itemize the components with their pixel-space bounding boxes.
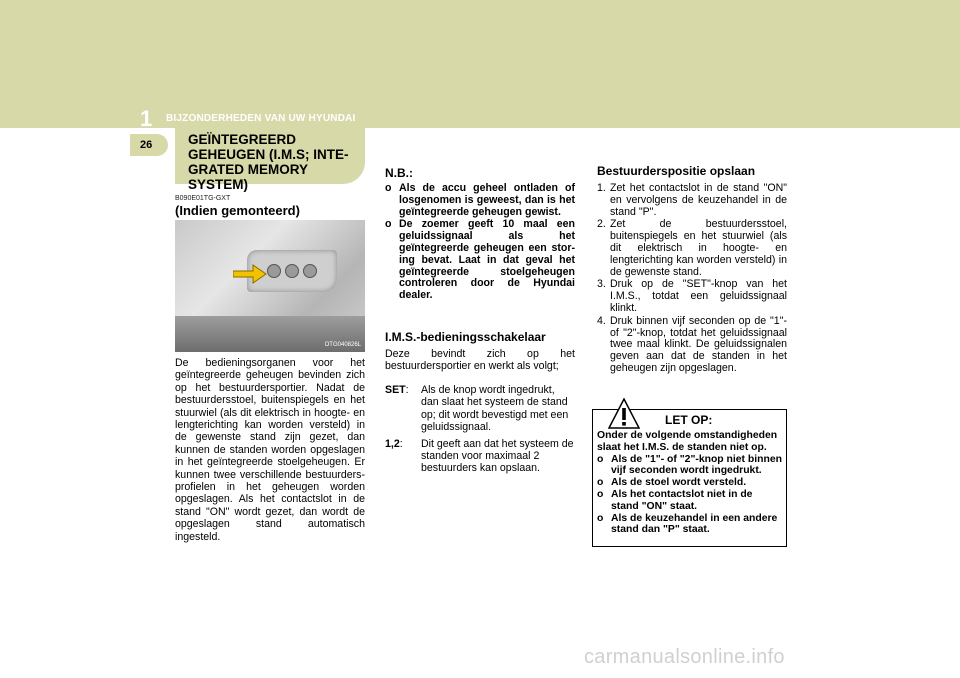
- ims-title: I.M.S.-bedieningsschakelaar: [385, 330, 546, 344]
- warning-bullet: o: [597, 477, 604, 489]
- memory-2-button-image: [303, 264, 317, 278]
- nb-title: N.B.:: [385, 166, 413, 180]
- definition-key: [385, 438, 421, 475]
- store-steps: [597, 183, 787, 376]
- definition-key: [385, 384, 421, 434]
- warning-bullet: o: [597, 453, 604, 465]
- step-item: [597, 183, 787, 218]
- step-item: [597, 316, 787, 375]
- arrow-icon: [233, 263, 267, 285]
- nb-text: Als de accu geheel ontladen of losgenomen is geweest, dan is het geïntegreerde geheugen gewist.: [399, 182, 575, 218]
- section-subtitle: (Indien gemonteerd): [175, 203, 300, 218]
- image-caption: OTG040826L: [324, 342, 361, 348]
- section-code: B090E01TG-GXT: [175, 195, 231, 202]
- warning-bullet: o: [597, 512, 604, 524]
- chapter-title: BIJZONDERHEDEN VAN UW HYUNDAI: [166, 113, 356, 124]
- definition-text: Dit geeft aan dat het systeem de standen voor maximaal 2 bestuurders kan opslaan.: [421, 437, 574, 475]
- warning-text: Als de stoel wordt versteld.: [611, 477, 747, 489]
- step-text: Zet het contactslot in de stand "ON" en vervolgens de keuzehandel in de stand "P".: [610, 182, 787, 218]
- warning-item: [597, 477, 783, 489]
- definition-key-text: 1,2: [385, 437, 400, 450]
- ims-definitions: [385, 384, 575, 479]
- warning-bullet: o: [597, 488, 604, 500]
- step-text: Druk op de "SET"-knop van het I.M.S., totdat een geluidssignaal klinkt.: [610, 278, 787, 314]
- section-title: GEÏNTEGREERD GEHEUGEN (I.M.S; INTE-GRATED MEMORY SYSTEM): [188, 132, 349, 192]
- warning-item: [597, 454, 783, 478]
- ims-intro: Deze bevindt zich op het bestuurdersportier en werkt als volgt;: [385, 348, 575, 373]
- step-number: 3.: [597, 278, 606, 291]
- definition-text: Als de knop wordt ingedrukt, dan slaat het systeem de stand op; dit wordt bevestigd met een geluidssignaal.: [421, 384, 569, 434]
- warning-item: [597, 513, 783, 537]
- definition-row: [385, 438, 575, 475]
- warning-text: Als het contactslot niet in de stand "ON" staat.: [611, 488, 753, 512]
- step-number: 1.: [597, 182, 606, 194]
- warning-text: Als de keuzehandel in een andere stand dan "P" staat.: [611, 512, 778, 536]
- nb-text: De zoemer geeft 10 maal een geluidssignaal als het geïntegreerde geheugen een stor-ing bevat. Laat in dat geval het geïntegreerde stoelgeheugen controleren door de Hyundai dealer.: [399, 218, 575, 302]
- definition-row: [385, 384, 575, 434]
- warning-intro: Onder de volgende omstandigheden slaat het I.M.S. de standen niet op.: [597, 430, 778, 453]
- memory-1-button-image: [285, 264, 299, 278]
- set-button-image: [267, 264, 281, 278]
- warning-text: Als de "1"- of "2"-knop niet binnen vijf seconden wordt ingedrukt.: [611, 453, 782, 477]
- store-title: Bestuurderspositie opslaan: [597, 164, 756, 178]
- watermark-link[interactable]: carmanualsonline.info: [584, 646, 785, 668]
- definition-key-text: SET: [385, 384, 406, 396]
- page-number: 26: [140, 139, 153, 151]
- nb-bullet: o: [385, 182, 392, 194]
- nb-list: [385, 183, 575, 303]
- chapter-number: 1: [140, 106, 153, 131]
- nb-item: [385, 183, 575, 218]
- warning-item: [597, 489, 783, 513]
- definition-sep: :: [399, 437, 403, 450]
- warning-triangle-icon: [608, 398, 640, 430]
- warning-title: LET OP:: [665, 413, 713, 427]
- step-text: Zet de bestuurdersstoel, buitenspiegels en het stuurwiel (als dit elektrisch in hoogte- en lengterichting kan worden versteld) in de gewenste stand.: [610, 218, 787, 278]
- door-switch-photo: [175, 220, 365, 352]
- warning-body: [597, 430, 783, 536]
- step-item: [597, 279, 787, 314]
- section-body: De bedieningsorganen voor het geïntegreerde geheugen bevinden zich op het bestuurdersportier. Nadat de bestuurdersstoel, buitenspiegels en het stuurwiel (als dit elektrisch in hoogte- en lengterichting kan worden versteld) in de gewenste stand zijn gezet, dan kunnen de standen worden opgeslagen in het geïntegreerde stoelgeheugen. Er kunnen twee verschillende bestuurders-profielen in het geheugen worden opgeslagen. Als het contactslot in de stand "ON" wordt gezet, dan wordt de opgeslagen stand automatisch ingesteld.: [175, 357, 365, 543]
- warning-box: [592, 409, 787, 547]
- nb-bullet: o: [385, 218, 392, 231]
- definition-sep: :: [405, 384, 409, 396]
- step-number: 4.: [597, 314, 606, 327]
- step-text: Druk binnen vijf seconden op de "1"- of "2"-knop, totdat het geluidssignaal twee maal klinkt. De geluidssignalen geven aan dat de standen in het geheugen zijn opgeslagen.: [610, 314, 787, 374]
- step-item: [597, 219, 787, 278]
- step-number: 2.: [597, 218, 606, 231]
- nb-item: [385, 219, 575, 302]
